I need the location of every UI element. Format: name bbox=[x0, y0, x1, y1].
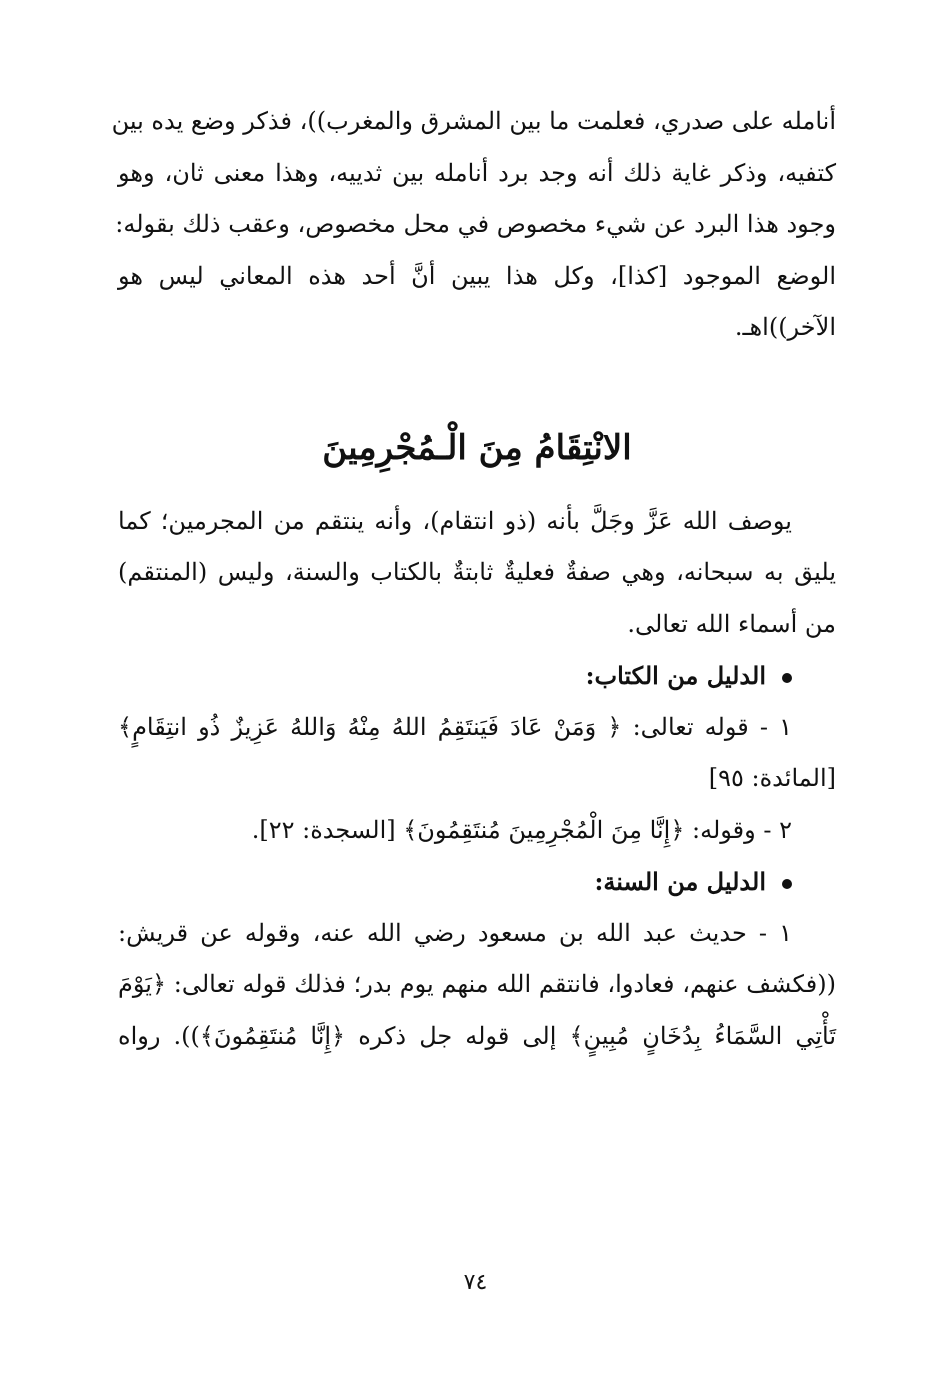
quran-evidence-heading bbox=[118, 650, 836, 702]
quran-evidence-label: الدليل من الكتاب: bbox=[585, 661, 766, 690]
page-number: ٧٤ bbox=[463, 1270, 488, 1295]
sunnah-line: ١ - حديث عبد الله بن مسعود رضي الله عنه، وقوله عن قريش: bbox=[118, 918, 792, 947]
section-heading: الانْتِقَامُ مِنَ الْـمُجْرِمِينَ bbox=[322, 427, 632, 468]
quran-item: ١ - قوله تعالى: ﴿ وَمَنْ عَادَ فَيَنتَقِمُ اللهُ مِنْهُ وَاللهُ عَزِيزٌ ذُو انتِقَامٍ﴾ bbox=[118, 712, 792, 741]
paragraph-line: الوضع الموجود [كذا]، وكل هذا يبين أنَّ أحد هذه المعاني ليس هو bbox=[118, 261, 836, 290]
intro-line: من أسماء الله تعالى. bbox=[627, 609, 836, 638]
sunnah-evidence-heading bbox=[118, 856, 836, 908]
bullet-icon bbox=[782, 673, 792, 683]
paragraph-line: الآخر))اهـ. bbox=[734, 313, 836, 341]
paragraph-line: وجود هذا البرد عن شيء مخصوص في محل مخصوص، وعقب ذلك بقوله: bbox=[115, 210, 836, 238]
sunnah-line: ((فكشف عنهم، فعادوا، فانتقم الله منهم يوم بدر؛ فذلك قوله تعالى: ﴿يَوْمَ bbox=[118, 970, 836, 998]
paragraph-line: كتفيه، وذكر غاية ذلك أنه وجد برد أنامله بين ثدييه، وهذا معنى ثان، وهو bbox=[118, 158, 836, 187]
paragraph-line: أنامله على صدري، فعلمت ما بين المشرق والمغرب))، فذكر وضع يده بين bbox=[111, 107, 836, 135]
bullet-icon bbox=[782, 879, 792, 889]
quran-reference: [المائدة: ٩٥] bbox=[708, 764, 836, 792]
quran-item: ٢ - وقوله: ﴿إِنَّا مِنَ الْمُجْرِمِينَ مُنتَقِمُونَ﴾ [السجدة: ٢٢]. bbox=[251, 815, 792, 844]
intro-line: يليق به سبحانه، وهي صفةٌ فعليةٌ ثابتةٌ بالكتاب والسنة، وليس (المنتقم) bbox=[118, 558, 836, 586]
sunnah-evidence-label: الدليل من السنة: bbox=[594, 867, 766, 896]
intro-line: يوصف الله عَزَّ وجَلَّ بأنه (ذو انتقام)، وأنه ينتقم من المجرمين؛ كما bbox=[118, 506, 792, 535]
page-body bbox=[111, 96, 836, 1062]
sunnah-line: تَأْتِي السَّمَاءُ بِدُخَانٍ مُبِينٍ﴾ إلى قوله جل ذكره ﴿إِنَّا مُنتَقِمُونَ﴾)). رواه bbox=[118, 1021, 836, 1050]
